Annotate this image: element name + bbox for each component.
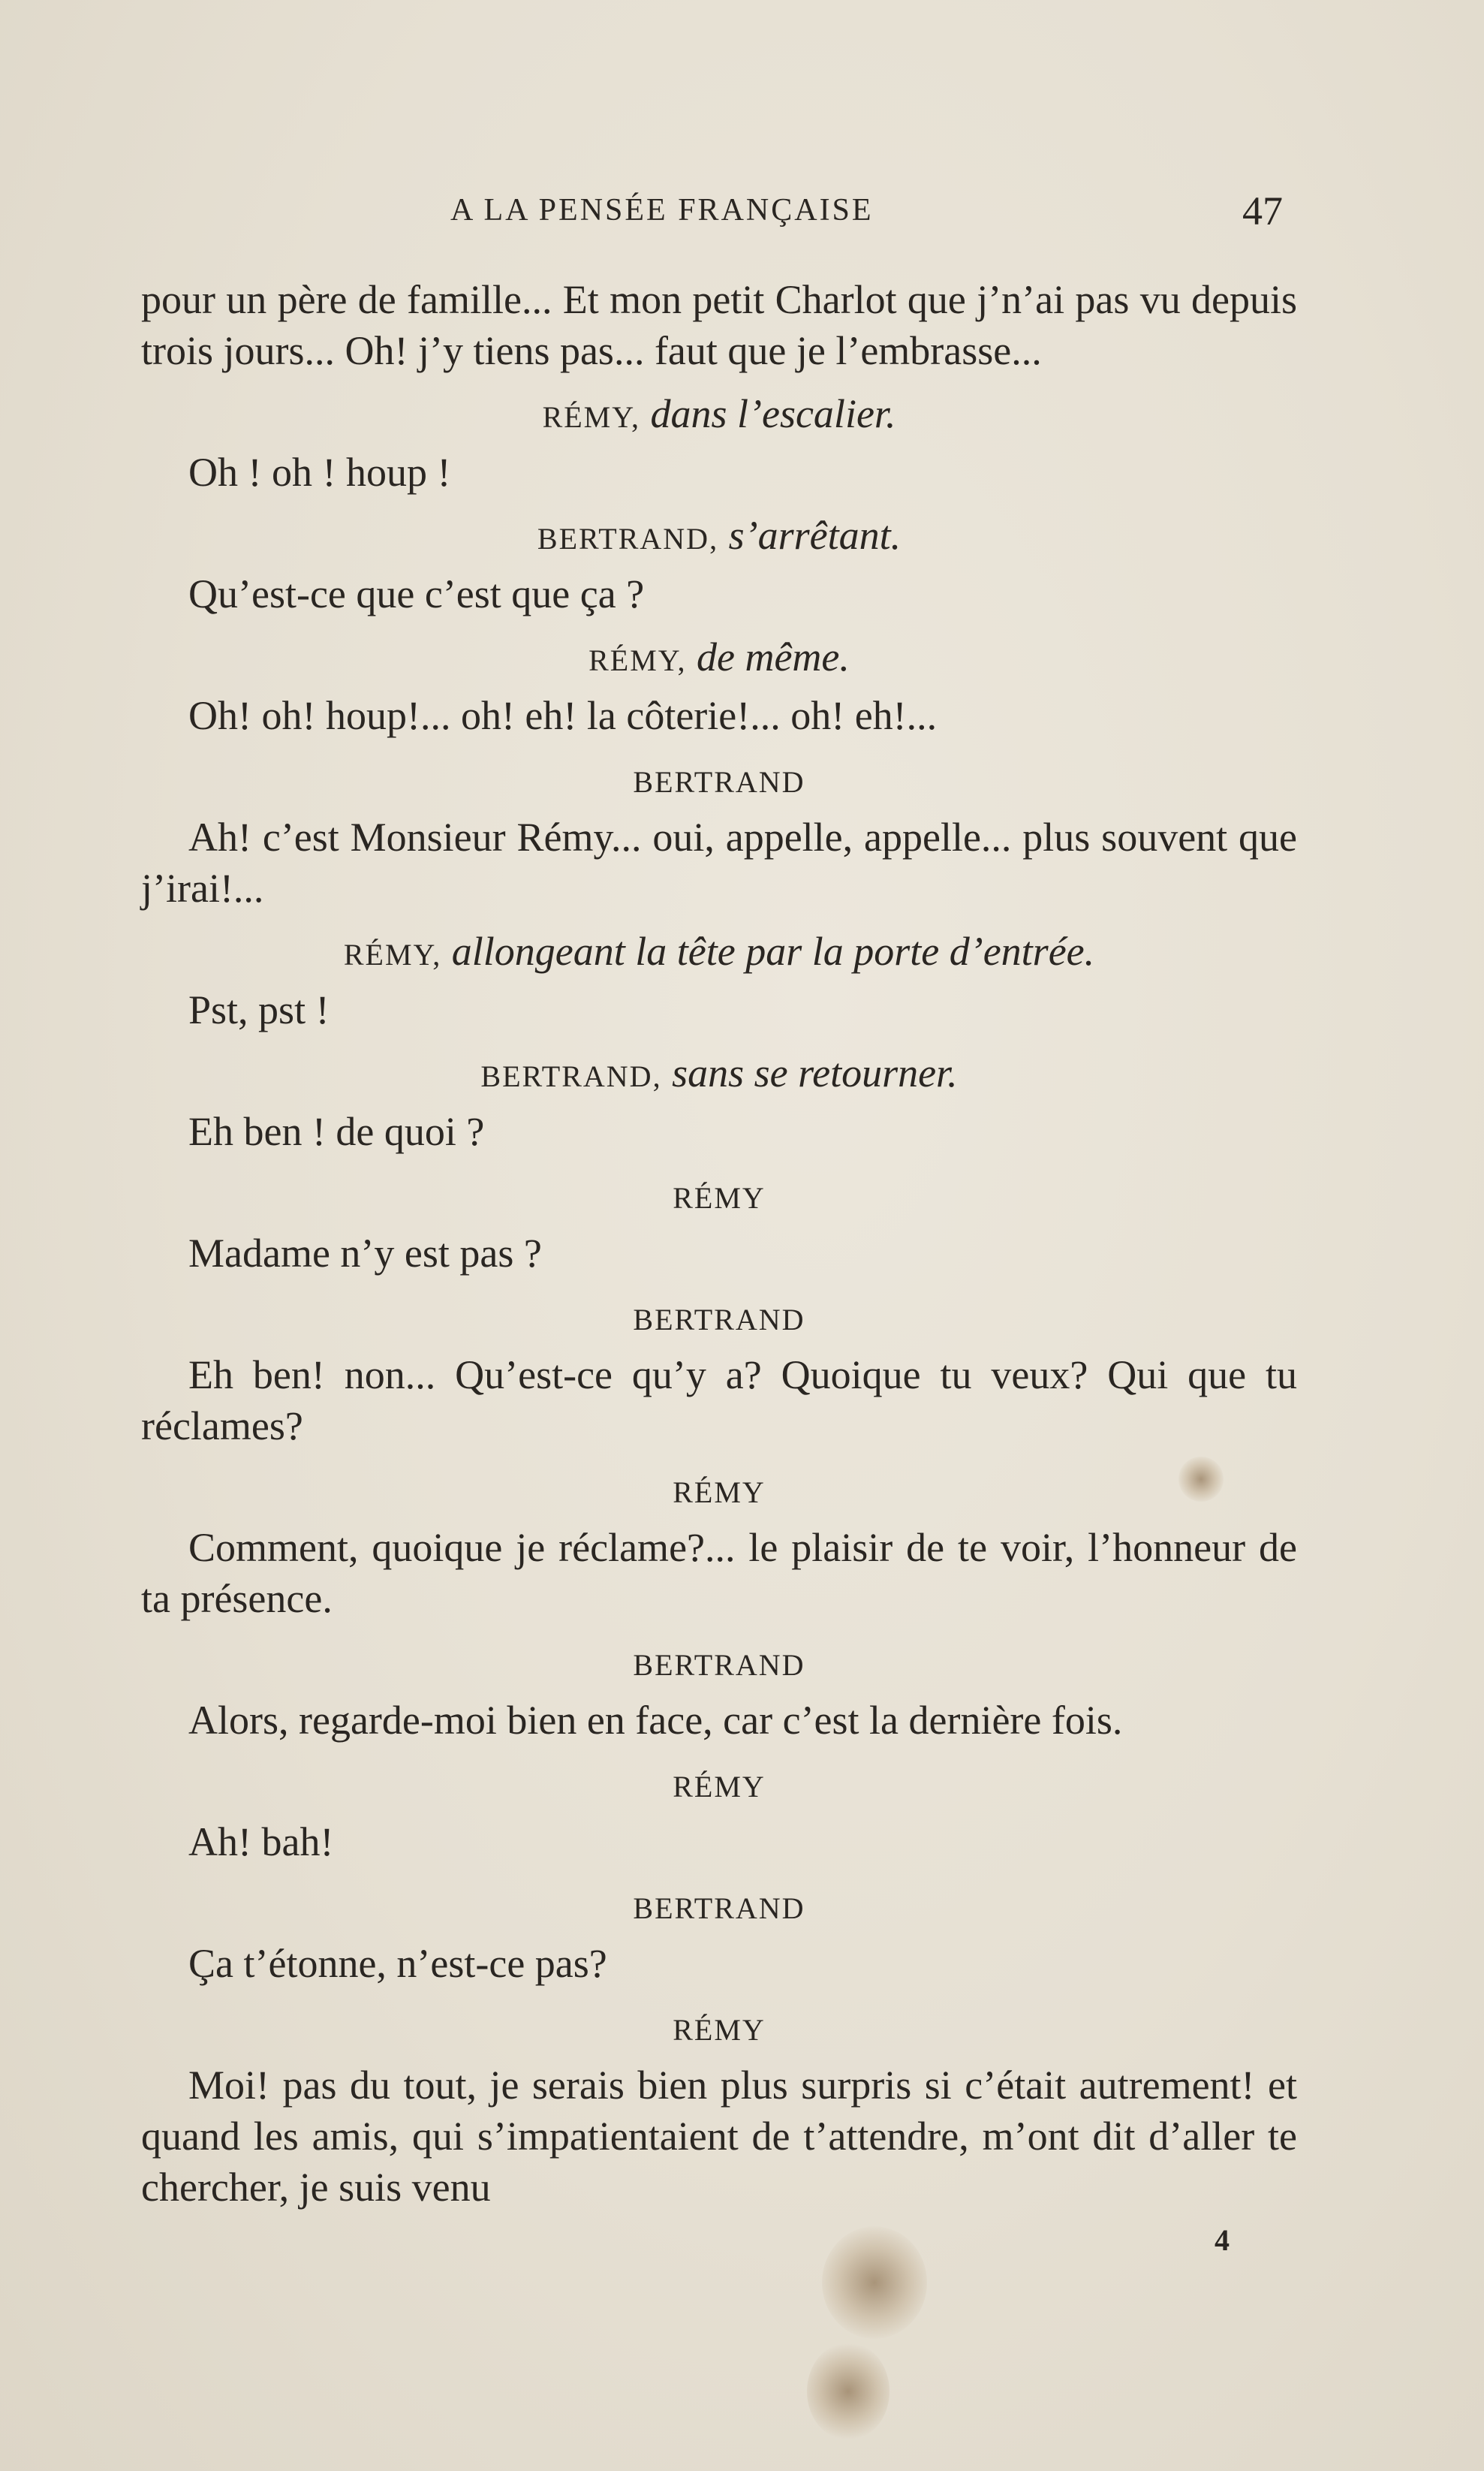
stage-direction: sans se retourner. bbox=[672, 1050, 958, 1095]
foxing-stain bbox=[807, 2343, 889, 2440]
running-head bbox=[0, 188, 1484, 240]
speaker-name: RÉMY bbox=[673, 2013, 766, 2047]
speaker-name: RÉMY bbox=[673, 1770, 766, 1804]
speaker-heading bbox=[141, 1047, 1297, 1098]
speaker-heading bbox=[141, 2001, 1297, 2052]
dialogue-line: Eh ben ! de quoi ? bbox=[188, 1109, 485, 1154]
dialogue-line: Comment, quoique je réclame?... le plaisir de te voir, l’honneur de ta présence. bbox=[141, 1525, 1297, 1621]
dialogue-line: Alors, regarde-moi bien en face, car c’est la dernière fois. bbox=[188, 1698, 1123, 1743]
speaker-heading bbox=[141, 753, 1297, 804]
speaker-heading bbox=[141, 926, 1297, 977]
dialogue-line: Pst, pst ! bbox=[188, 987, 330, 1032]
dialogue-line: Oh! oh! houp!... oh! eh! la côterie!... oh! eh!... bbox=[188, 693, 938, 738]
speaker-name: RÉMY bbox=[673, 1475, 766, 1509]
speaker-heading bbox=[141, 1291, 1297, 1342]
dialogue-line: Ah! c’est Monsieur Rémy... oui, appelle, appelle... plus souvent que j’irai!... bbox=[141, 815, 1297, 911]
speaker-name: BERTRAND bbox=[633, 1303, 805, 1336]
speaker-heading bbox=[141, 388, 1297, 439]
speaker-name: RÉMY, bbox=[542, 400, 640, 434]
speaker-heading bbox=[141, 631, 1297, 683]
stage-direction: allongeant la tête par la porte d’entrée. bbox=[451, 929, 1095, 974]
dialogue-line: Ça t’étonne, n’est-ce pas? bbox=[188, 1941, 607, 1986]
speaker-name: BERTRAND bbox=[633, 765, 805, 799]
page-number: 47 bbox=[1242, 188, 1283, 234]
speaker-name: RÉMY, bbox=[588, 643, 687, 677]
foxing-stain bbox=[822, 2226, 927, 2339]
speaker-heading bbox=[141, 510, 1297, 561]
dialogue-line: Qu’est-ce que c’est que ça ? bbox=[188, 571, 645, 616]
speaker-heading bbox=[141, 1758, 1297, 1809]
speaker-heading bbox=[141, 1879, 1297, 1930]
speaker-name: BERTRAND bbox=[633, 1891, 805, 1925]
stage-direction: s’arrêtant. bbox=[728, 513, 902, 558]
speaker-heading bbox=[141, 1636, 1297, 1687]
foxing-stain bbox=[1178, 1457, 1224, 1502]
speaker-heading bbox=[141, 1169, 1297, 1220]
dialogue-line: pour un père de famille... Et mon petit Charlot que j’n’ai pas vu depuis trois jours... Oh! j’y tiens pas... faut que je l’embrasse... bbox=[141, 277, 1297, 373]
dialogue-line: Oh ! oh ! houp ! bbox=[188, 450, 451, 495]
speaker-name: RÉMY, bbox=[343, 938, 442, 972]
play-text bbox=[141, 274, 1297, 2213]
speaker-name: BERTRAND bbox=[633, 1648, 805, 1682]
dialogue-line: Ah! bah! bbox=[188, 1819, 334, 1864]
dialogue-line: Moi! pas du tout, je serais bien plus surpris si c’était autrement! et quand les amis, qui s’impatientaient de t’attendre, m’ont dit d’aller te chercher, je suis venu bbox=[141, 2063, 1297, 2210]
speaker-name: RÉMY bbox=[673, 1181, 766, 1215]
speaker-name: BERTRAND, bbox=[480, 1059, 662, 1093]
stage-direction: dans l’escalier. bbox=[650, 391, 896, 436]
speaker-heading bbox=[141, 1463, 1297, 1514]
dialogue-line: Madame n’y est pas ? bbox=[188, 1231, 542, 1276]
stage-direction: de même. bbox=[697, 634, 850, 680]
running-title: A LA PENSÉE FRANÇAISE bbox=[450, 193, 874, 228]
signature-mark: 4 bbox=[1215, 2223, 1230, 2257]
dialogue-line: Eh ben! non... Qu’est-ce qu’y a? Quoique tu veux? Qui que tu réclames? bbox=[141, 1352, 1297, 1448]
speaker-name: BERTRAND, bbox=[537, 522, 719, 556]
